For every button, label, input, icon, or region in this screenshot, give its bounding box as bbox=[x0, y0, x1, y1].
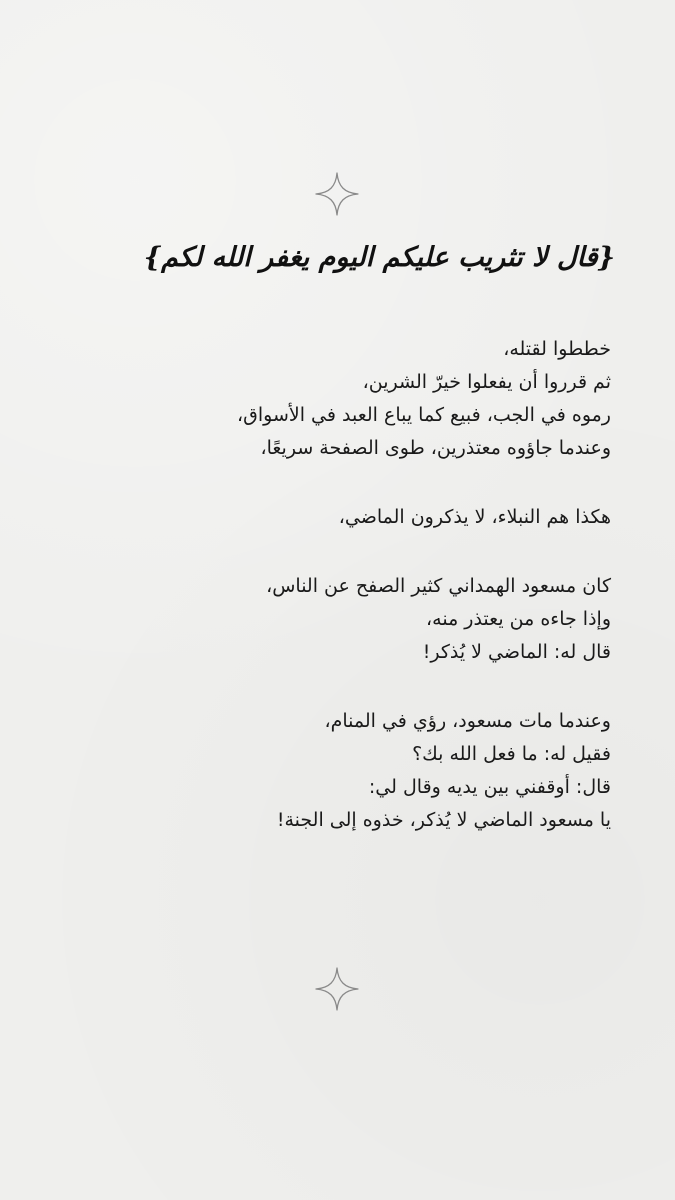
text-line: فقيل له: ما فعل الله بك؟ bbox=[412, 743, 611, 765]
page-title: {قال لا تثريب عليكم اليوم يغفر الله لكم} bbox=[143, 242, 615, 273]
text-line: قال: أوقفني بين يديه وقال لي: bbox=[368, 776, 611, 798]
stanza-gap bbox=[51, 465, 611, 501]
text-line: رموه في الجب، فبيع كما يباع العبد في الأسواق، bbox=[237, 404, 611, 426]
sparkle-icon bbox=[314, 966, 360, 1012]
text-line: كان مسعود الهمداني كثير الصفح عن الناس، bbox=[266, 575, 611, 597]
text-line: وعندما مات مسعود، رؤي في المنام، bbox=[324, 710, 611, 732]
stanza bbox=[51, 570, 611, 669]
stanza-gap bbox=[51, 669, 611, 705]
text-line: هكذا هم النبلاء، لا يذكرون الماضي، bbox=[338, 506, 611, 528]
text-line: يا مسعود الماضي لا يُذكر، خذوه إلى الجنة! bbox=[276, 809, 611, 831]
text-line: وإذا جاءه من يعتذر منه، bbox=[426, 608, 611, 630]
stanza-gap bbox=[51, 534, 611, 570]
stanza bbox=[51, 705, 611, 837]
stanza bbox=[51, 333, 611, 465]
text-line: خططوا لقتله، bbox=[503, 338, 611, 360]
sparkle-icon bbox=[314, 171, 360, 217]
text-line: ثم قرروا أن يفعلوا خيرّ الشرين، bbox=[362, 371, 611, 393]
poem-body bbox=[51, 333, 611, 837]
stanza bbox=[51, 501, 611, 534]
text-line: قال له: الماضي لا يُذكر! bbox=[422, 641, 611, 663]
text-line: وعندما جاؤوه معتذرين، طوى الصفحة سريعًا، bbox=[260, 437, 611, 459]
